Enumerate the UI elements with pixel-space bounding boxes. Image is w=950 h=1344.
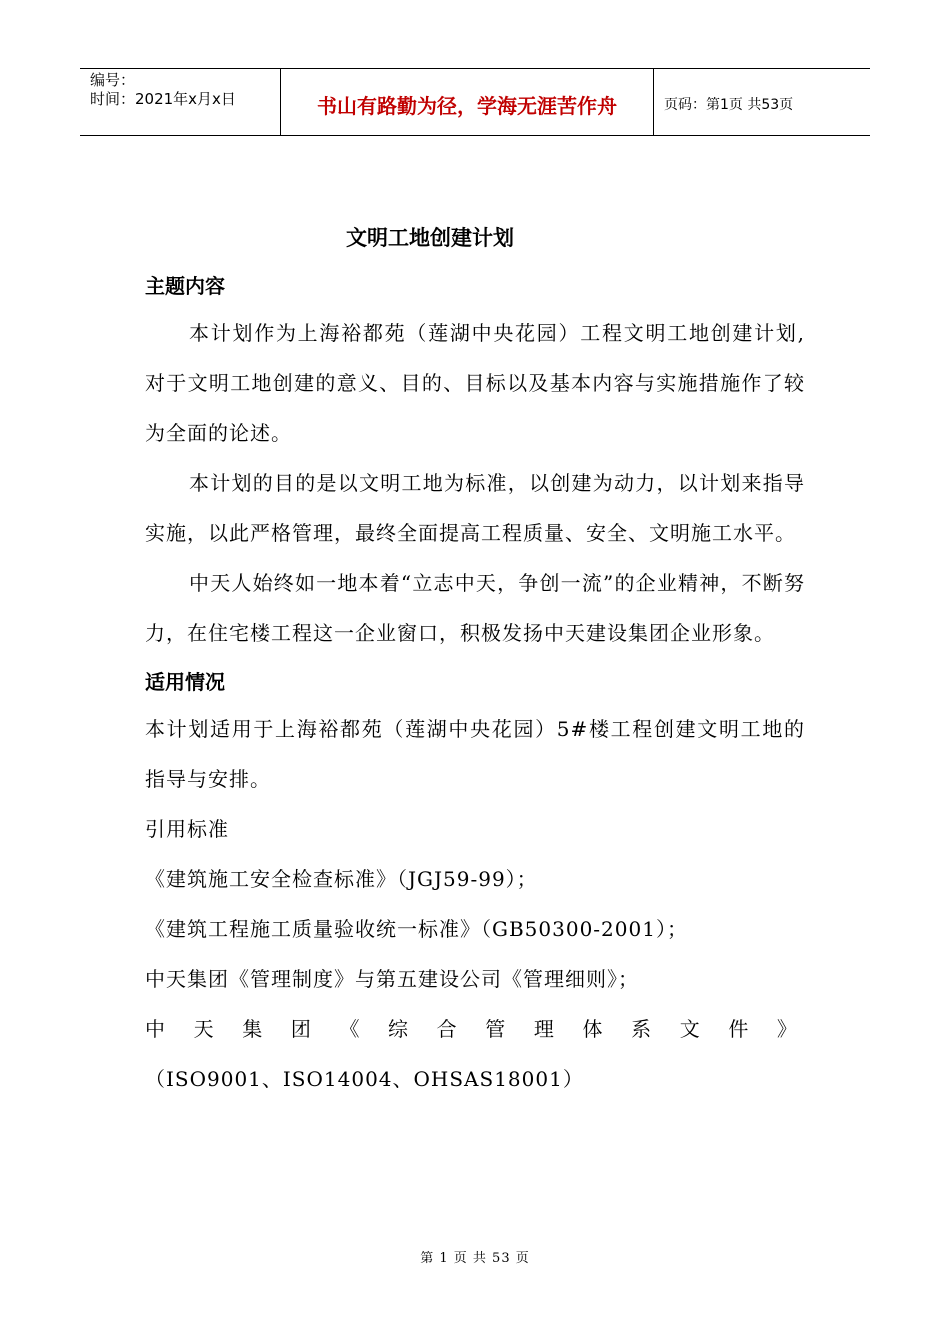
number-label: 编号： [90, 71, 136, 89]
reference-item: 《建筑工程施工质量验收统一标准》（GB50300-2001）； [145, 917, 688, 941]
references-heading: 引用标准 [145, 817, 229, 841]
paragraph: 本计划的目的是以文明工地为标准，以创建为动力，以计划来指导实施，以此严格管理，最终全面提高工程质量、安全、文明施工水平。 [145, 471, 805, 545]
section-heading-subject: 主题内容 [145, 274, 225, 298]
scope-paragraph: 本计划适用于上海裕都苑（莲湖中央花园）5#楼工程创建文明工地的指导与安排。 [145, 717, 805, 791]
document-body [145, 264, 805, 1104]
reference-item-standards: （ISO9001、ISO14004、OHSAS18001） [145, 1067, 584, 1091]
header-page-cell [654, 69, 870, 135]
header-table [80, 68, 870, 136]
time-label: 时间：2021年x月x日 [90, 90, 236, 108]
header-meta-cell [80, 69, 281, 135]
page-info: 页码：第1页 共53页 [664, 97, 794, 113]
motto-text: 书山有路勤为径，学海无涯苦作舟 [317, 93, 617, 118]
header-motto-cell [281, 69, 654, 135]
page-footer: 第 1 页 共 53 页 [420, 1251, 530, 1266]
reference-item: 《建筑施工安全检查标准》（JGJ59-99）； [145, 867, 538, 891]
paragraph: 中天人始终如一地本着“立志中天，争创一流”的企业精神，不断努力，在住宅楼工程这一企业窗口，积极发扬中天建设集团企业形象。 [145, 571, 805, 645]
paragraph: 本计划作为上海裕都苑（莲湖中央花园）工程文明工地创建计划,对于文明工地创建的意义、目的、目标以及基本内容与实施措施作了较为全面的论述。 [145, 321, 805, 445]
document-title: 文明工地创建计划 [346, 226, 514, 250]
section-heading-scope: 适用情况 [145, 670, 225, 694]
reference-item: 中天集团《管理制度》与第五建设公司《管理细则》； [145, 967, 639, 991]
reference-item-spread: 中 天 集 团 《 综 合 管 理 体 系 文 件 》 [145, 1017, 797, 1041]
